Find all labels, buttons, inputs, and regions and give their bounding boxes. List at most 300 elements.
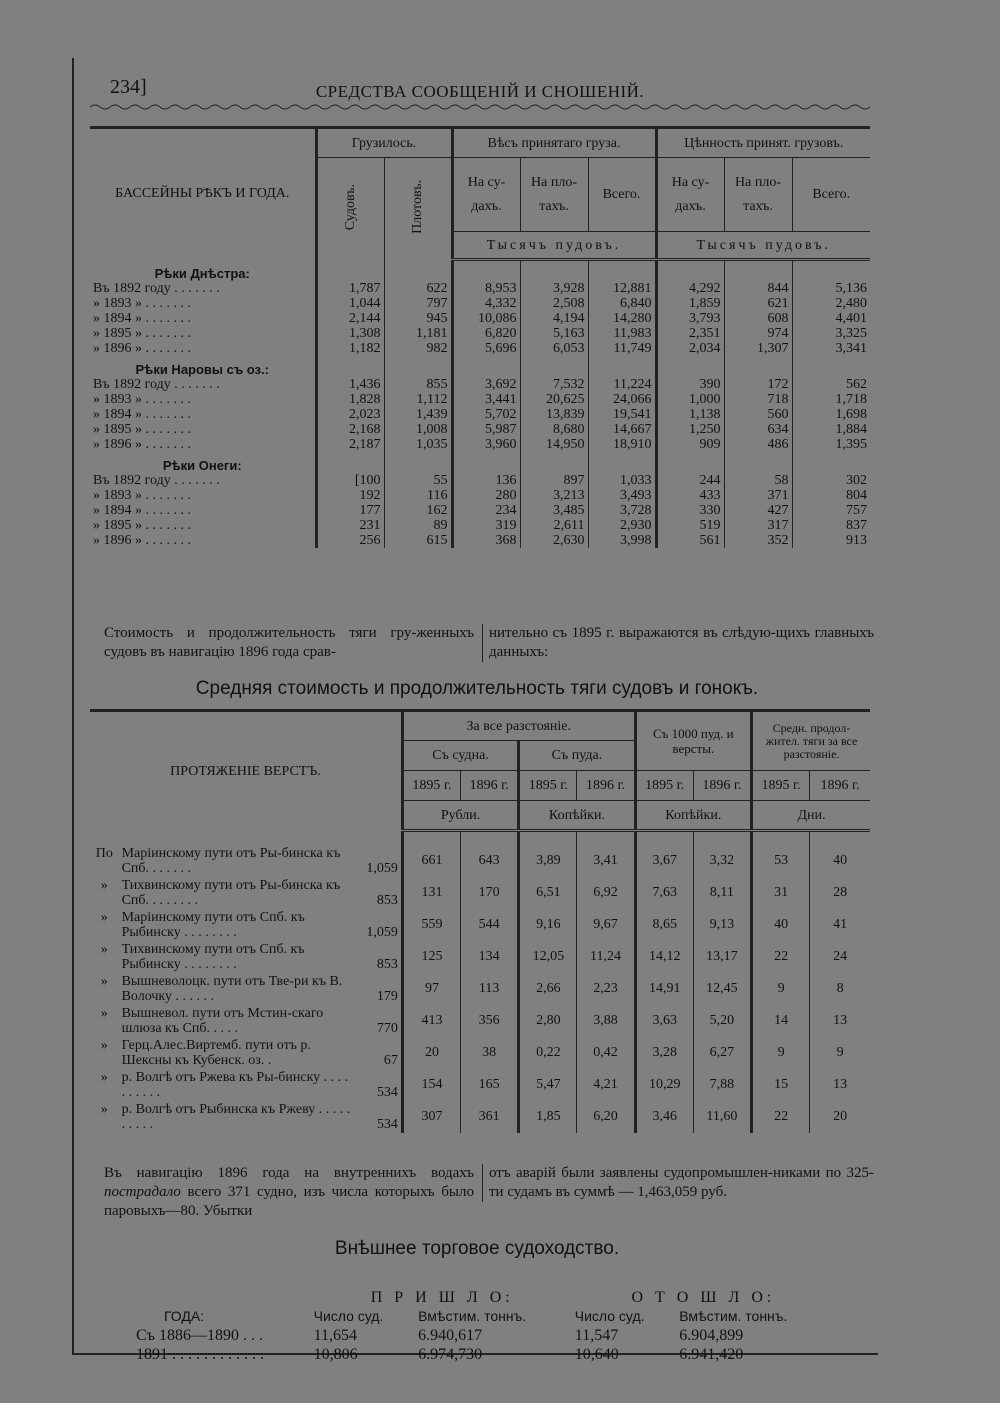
row-label: » 1894 » . . . . . . . [93,310,191,326]
cell-value: 361 [461,1101,519,1133]
cell-value: 9,67 [577,909,635,941]
foreign-shipping-table [134,1288,834,1364]
row-label: » 1895 » . . . . . . . [93,325,191,341]
cell-value: 4,401 [792,311,870,326]
spacer-cell [452,356,520,377]
col-header-duration: Средн. продол-жител. тяги за все разстояніе. [752,711,871,771]
cell-value: 9,13 [693,909,751,941]
table-row [90,877,870,909]
cell-value: 3,998 [588,533,656,548]
row-label: Съ 1886—1890 . . . [136,1327,263,1344]
cell-value: 20 [402,1037,460,1069]
row-label: » 1894 » . . . . . . . [93,406,191,422]
cell-value: 1,307 [724,341,792,356]
cell-value: 3,960 [452,437,520,452]
row-label: » [100,909,108,925]
cell-value: 2,187 [316,437,384,452]
row-label: » [100,1069,108,1085]
paragraph-cost-right: нительно съ 1895 г. выражаются въ слѣдую-щихъ главныхъ данныхъ: [482,624,874,662]
row-label: » 1896 » . . . . . . . [93,532,191,548]
cell-value: 837 [792,518,870,533]
cell-value: 519 [656,518,724,533]
col-header-rafts: Плотовъ. [384,158,452,260]
cell-value: 1,044 [316,296,384,311]
towing-cost-table [90,709,870,1133]
row-label: По [95,845,113,861]
paragraph-cost-left: Стоимость и продолжительность тяги гру-женныхъ судовъ въ навигацію 1896 года срав- [104,625,474,660]
row-label: Тихвинскому пути отъ Спб. къ Рыбинску . . . . . . . . [121,941,305,972]
cell-value: 3,325 [792,326,870,341]
cell-value: 5,136 [792,281,870,296]
cell-value: 2,508 [520,296,588,311]
arrived-header: П Р И Ш Л О: [370,1289,514,1306]
group-name: Рѣки Днѣстра: [154,265,250,281]
cell-value: 4,332 [452,296,520,311]
cell-value: 371 [724,488,792,503]
cell-value: 1,884 [792,422,870,437]
table-row [90,326,870,341]
cell-value: 11,224 [588,377,656,392]
cell-value: 8,680 [520,422,588,437]
cell-value: 2,144 [316,311,384,326]
spacer-cell [520,452,588,473]
cell-value: 22 [752,941,810,973]
spacer-cell [461,831,519,845]
spacer-cell [792,356,870,377]
distance-value: 179 [376,988,398,1004]
cell-value: 136 [452,473,520,488]
table-row [90,1101,870,1133]
unit-value: Тысячъ пудовъ. [656,232,870,260]
cell-value: 14,91 [635,973,693,1005]
table-row [90,973,870,1005]
row-label: » 1895 » . . . . . . . [93,517,191,533]
cell-value: 6.941,420 [679,1346,744,1363]
cell-value: 11,547 [574,1327,619,1344]
cell-value: 1,035 [384,437,452,452]
unit-kopecks: Копѣйки. [519,801,635,831]
years-header: ГОДА: [164,1308,205,1324]
spacer-cell [792,452,870,473]
table-row [90,1037,870,1069]
cell-value: 544 [461,909,519,941]
row-label: » [100,973,108,989]
cell-value: 2,480 [792,296,870,311]
cell-value: 390 [656,377,724,392]
col-header-loaded: Грузилось. [316,128,452,158]
cell-value: 11,749 [588,341,656,356]
departed-header: О Т О Ш Л О: [631,1289,776,1306]
row-label: » [100,1101,108,1117]
cell-value: 559 [402,909,460,941]
cell-value: 4,292 [656,281,724,296]
cell-value: 3,41 [577,845,635,877]
cell-value: 2,930 [588,518,656,533]
spacer-cell [693,831,751,845]
cell-value: 3,46 [635,1101,693,1133]
cell-value: 1,182 [316,341,384,356]
cell-value: 1,698 [792,407,870,422]
cell-value: 368 [452,533,520,548]
row-label: » 1894 » . . . . . . . [93,502,191,518]
cell-value: 53 [752,845,810,877]
unit-days: Дни. [752,801,871,831]
group-name: Рѣки Онеги: [162,457,242,473]
row-label: Въ 1892 году . . . . . . . [93,472,220,488]
cell-value: 1,308 [316,326,384,341]
cell-value: 3,28 [635,1037,693,1069]
group-row [90,452,870,473]
row-label: р. Волгѣ отъ Рыбинска къ Ржеву . . . . . . . . . . [121,1101,351,1132]
cell-value: 5,696 [452,341,520,356]
row-label: » 1893 » . . . . . . . [93,295,191,311]
distance-value: 853 [376,892,398,908]
cell-value: 844 [724,281,792,296]
spacer-cell [792,260,870,281]
cell-value: 1,181 [384,326,452,341]
cell-value: 256 [316,533,384,548]
cell-value: 2,23 [577,973,635,1005]
spacer-cell [402,831,460,845]
cell-value: 1,859 [656,296,724,311]
cell-value: 11,60 [693,1101,751,1133]
cell-value: 897 [520,473,588,488]
table-row [90,533,870,548]
cell-value: 909 [656,437,724,452]
cell-value: 3,793 [656,311,724,326]
cell-value: 10,640 [574,1346,619,1363]
cell-value: 661 [402,845,460,877]
cell-value: 89 [384,518,452,533]
cell-value: 55 [384,473,452,488]
cell-value: 14,950 [520,437,588,452]
cell-value: 131 [402,877,460,909]
row-label: » 1893 » . . . . . . . [93,487,191,503]
cell-value: 58 [724,473,792,488]
distance-value: 67 [383,1052,398,1068]
cell-value: 15 [752,1069,810,1101]
unit-weight: Тысячъ пудовъ. [452,232,656,260]
cell-value: 643 [461,845,519,877]
spacer-cell [316,452,384,473]
accidents-text-a: Въ навигацію 1896 года на внутреннихъ водахъ [104,1165,474,1181]
row-label: » [100,1037,108,1053]
spacer-cell [519,831,577,845]
paragraph-accidents-left [104,1164,474,1221]
cell-value: 307 [402,1101,460,1133]
cell-value: 2,611 [520,518,588,533]
cell-value: 1,828 [316,392,384,407]
cell-value: 12,05 [519,941,577,973]
cell-value: 38 [461,1037,519,1069]
year-header-y1896: 1896 г. [461,771,519,801]
cell-value: 3,88 [577,1005,635,1037]
cell-value: 9 [752,973,810,1005]
cell-value: 330 [656,503,724,518]
table-row [90,392,870,407]
cell-value: 0,42 [577,1037,635,1069]
cell-value: 8,953 [452,281,520,296]
spacer-cell [520,356,588,377]
cell-value: 5,20 [693,1005,751,1037]
col-header-on-ships: На су-дахъ. [452,158,520,232]
table-row [90,941,870,973]
distance-value: 1,059 [366,860,398,876]
cell-value: 757 [792,503,870,518]
row-label: Вышневолоцк. пути отъ Тве-ри къ В. Волочку . . . . . . [121,973,343,1004]
cell-value: 3,441 [452,392,520,407]
cell-value: 40 [810,845,870,877]
cell-value: 2,630 [520,533,588,548]
cell-value: 234 [452,503,520,518]
spacer-cell [656,452,724,473]
cell-value: 18,910 [588,437,656,452]
row-label: Герц.Алес.Виртемб. пути отъ р. Шексны къ Кубенск. оз. . [121,1037,311,1068]
cell-value: 3,493 [588,488,656,503]
col-header-total: Всего. [588,158,656,232]
cell-value: 3,928 [520,281,588,296]
group-row [90,356,870,377]
cell-value: 608 [724,311,792,326]
cell-value: 3,341 [792,341,870,356]
departed-count-header: Число суд. [574,1308,645,1324]
cell-value: 1,033 [588,473,656,488]
accidents-text-b: всего 371 судно, изъ числа которыхъ было паровыхъ—80. Убытки [104,1184,474,1219]
col-header-distance: ПРОТЯЖЕНІЕ ВЕРСТЪ. [90,711,402,831]
cell-value: 14 [752,1005,810,1037]
table-row [90,845,870,877]
cell-value: 11,654 [313,1327,358,1344]
unit-rubles: Рубли. [402,801,518,831]
cell-value: 982 [384,341,452,356]
spacer-cell [810,831,870,845]
row-label: » [100,1005,108,1021]
row-label: » 1893 » . . . . . . . [93,391,191,407]
spacer-cell [452,452,520,473]
row-label: Въ 1892 году . . . . . . . [93,280,220,296]
cell-value: 1,008 [384,422,452,437]
cell-value: 13 [810,1005,870,1037]
spacer-cell [452,260,520,281]
cell-value: 5,702 [452,407,520,422]
cell-value: 6,92 [577,877,635,909]
cell-value: 3,32 [693,845,751,877]
distance-value: 534 [376,1084,398,1100]
cell-value: 24 [810,941,870,973]
table-row [90,473,870,488]
cell-value: 1,85 [519,1101,577,1133]
row-label: » 1896 » . . . . . . . [93,340,191,356]
cell-value: 9 [810,1037,870,1069]
departed-tonnage-header: Вмѣстим. тоннъ. [679,1308,788,1324]
cell-value: 116 [384,488,452,503]
col-header-ships: Судовъ. [316,158,384,260]
cell-value: 560 [724,407,792,422]
spacer-cell [752,831,810,845]
table3-title: Внѣшнее торговое судоходство. [334,1238,620,1259]
row-label: Вышневол. пути отъ Мстин-скаго шлюза къ Спб. . . . . [121,1005,324,1036]
cell-value: 2,80 [519,1005,577,1037]
cell-value: 4,194 [520,311,588,326]
spacer-cell [577,831,635,845]
cell-value: 302 [792,473,870,488]
cell-value: 14,280 [588,311,656,326]
cell-value: 319 [452,518,520,533]
table-row [90,488,870,503]
foreign-shipping-body [134,1326,834,1364]
year-header-y1895: 1895 г. [752,771,810,801]
col-header-per-1000: Съ 1000 пуд. и версты. [635,711,751,771]
table-row [90,281,870,296]
cell-value: 41 [810,909,870,941]
cell-value: 797 [384,296,452,311]
cell-value: 19,541 [588,407,656,422]
document-page [72,58,878,1363]
cell-value: 2,168 [316,422,384,437]
cell-value: 154 [402,1069,460,1101]
col-header-per-pood: Съ пуда. [519,741,635,771]
cell-value: 6.974,730 [418,1346,483,1363]
spacer-cell [588,452,656,473]
cell-value: 356 [461,1005,519,1037]
spacer-row [90,831,870,845]
spacer-cell [384,356,452,377]
cell-value: 3,89 [519,845,577,877]
cell-value: 1,439 [384,407,452,422]
row-label: р. Волгѣ отъ Ржева къ Ры-бинску . . . . . . . . . . [121,1069,349,1100]
table-row [90,422,870,437]
spacer-cell [520,260,588,281]
table-row [90,909,870,941]
spacer-cell [656,260,724,281]
cell-value: 8,65 [635,909,693,941]
cell-value: 6,51 [519,877,577,909]
cell-value: 804 [792,488,870,503]
group-row [90,260,870,281]
table2-title: Средняя стоимость и продолжительность тяги судовъ и гонокъ. [195,678,759,699]
year-header-y1896: 1896 г. [693,771,751,801]
cell-value: 162 [384,503,452,518]
cell-value: 2,66 [519,973,577,1005]
row-label: » [100,877,108,893]
cell-value: 3,213 [520,488,588,503]
cell-value: 1,436 [316,377,384,392]
cell-value: 172 [724,377,792,392]
cell-value: 14,667 [588,422,656,437]
cell-value: [100 [316,473,384,488]
spacer-cell [724,452,792,473]
cell-value: 6,820 [452,326,520,341]
cell-value: 2,351 [656,326,724,341]
cell-value: 11,24 [577,941,635,973]
cell-value: 165 [461,1069,519,1101]
cell-value: 244 [656,473,724,488]
cell-value: 718 [724,392,792,407]
cell-value: 5,47 [519,1069,577,1101]
cell-value: 622 [384,281,452,296]
cell-value: 3,692 [452,377,520,392]
table-row [90,377,870,392]
row-label: » 1896 » . . . . . . . [93,436,191,452]
cell-value: 8,11 [693,877,751,909]
year-header-y1895: 1895 г. [402,771,460,801]
cell-value: 1,138 [656,407,724,422]
cell-value: 1,395 [792,437,870,452]
cell-value: 125 [402,941,460,973]
spacer-cell [384,452,452,473]
cell-value: 3,728 [588,503,656,518]
cell-value: 177 [316,503,384,518]
cell-value: 2,034 [656,341,724,356]
spacer-cell [656,356,724,377]
cell-value: 3,67 [635,845,693,877]
table-row [90,407,870,422]
cell-value: 8 [810,973,870,1005]
unit-kopecks-per-verst: Копѣйки. [635,801,751,831]
table-row [90,1005,870,1037]
cell-value: 231 [316,518,384,533]
cell-value: 11,983 [588,326,656,341]
river-basins-table [90,126,870,548]
cell-value: 855 [384,377,452,392]
cell-value: 10,29 [635,1069,693,1101]
cell-value: 6,840 [588,296,656,311]
table-row [90,341,870,356]
cell-value: 9,16 [519,909,577,941]
cell-value: 413 [402,1005,460,1037]
cell-value: 31 [752,877,810,909]
spacer-cell [316,356,384,377]
cell-value: 317 [724,518,792,533]
paragraph-accidents-right: отъ аварій были заявлены судопромышлен-никами по 325-ти судамъ въ суммѣ — 1,463,059 руб. [482,1164,874,1202]
accidents-text-em: пострадало [104,1184,181,1200]
cell-value: 7,532 [520,377,588,392]
cell-value: 10,806 [313,1346,358,1363]
distance-value: 534 [376,1116,398,1132]
cell-value: 1,787 [316,281,384,296]
col-header-value-total: Всего. [792,158,870,232]
cell-value: 12,881 [588,281,656,296]
cell-value: 486 [724,437,792,452]
cell-value: 6,27 [693,1037,751,1069]
cell-value: 5,163 [520,326,588,341]
cell-value: 4,21 [577,1069,635,1101]
table-row [134,1345,834,1364]
col-header-value-on-ships: На су-дахъ. [656,158,724,232]
towing-cost-body [90,831,870,1133]
row-label: Тихвинскому пути отъ Ры-бинска къ Спб. . . . . . . . [121,877,341,908]
cell-value: 20,625 [520,392,588,407]
cell-value: 24,066 [588,392,656,407]
cell-value: 1,112 [384,392,452,407]
cell-value: 280 [452,488,520,503]
table-row [90,437,870,452]
arrived-count-header: Число суд. [313,1308,384,1324]
river-basins-body [90,260,870,548]
spacer-cell [384,260,452,281]
spacer-cell [316,260,384,281]
cell-value: 974 [724,326,792,341]
distance-value: 1,059 [366,924,398,940]
cell-value: 913 [792,533,870,548]
year-header-y1895: 1895 г. [519,771,577,801]
wavy-rule [90,102,870,112]
table-row [90,296,870,311]
cell-value: 170 [461,877,519,909]
cell-value: 945 [384,311,452,326]
arrived-tonnage-header: Вмѣстим. тоннъ. [418,1308,527,1324]
row-label: Въ 1892 году . . . . . . . [93,376,220,392]
